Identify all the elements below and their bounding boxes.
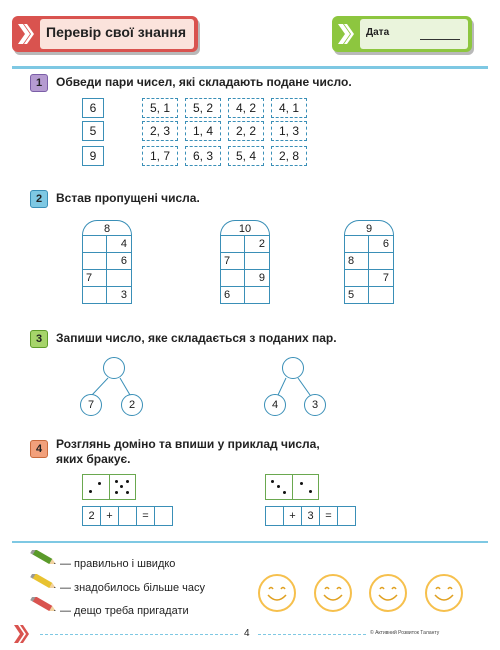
house-roof-number: 10 <box>220 220 270 235</box>
part-circle: 4 <box>264 394 286 416</box>
number-pair[interactable]: 6, 3 <box>185 146 221 166</box>
number-pair[interactable]: 2, 2 <box>228 121 264 141</box>
domino-half <box>266 475 292 499</box>
section-divider <box>12 541 488 543</box>
smiley-icon[interactable] <box>257 573 297 613</box>
domino-half <box>292 475 319 499</box>
part-circle: 2 <box>121 394 143 416</box>
footer-dashed-line <box>258 634 366 635</box>
equation <box>265 506 356 526</box>
domino-dot <box>115 491 118 494</box>
chevron-right-icon <box>14 625 32 643</box>
house-cell[interactable]: 5 <box>345 287 369 304</box>
house-cell[interactable]: 6 <box>221 287 245 304</box>
smiley-icon[interactable] <box>368 573 408 613</box>
domino-dot <box>309 490 312 493</box>
number-pair[interactable]: 5, 1 <box>142 98 178 118</box>
domino-dot <box>98 482 101 485</box>
number-pair[interactable]: 1, 4 <box>185 121 221 141</box>
house-cell[interactable]: 7 <box>83 270 107 287</box>
house-roof-number: 9 <box>344 220 394 235</box>
yellow-pencil-icon <box>28 574 58 588</box>
page-title: Перевір свої знання <box>46 24 186 40</box>
publisher-credit: © Активний Розвиток Таланту <box>370 630 440 636</box>
task1-instruction: Обведи пари чисел, які складають подане число. <box>56 75 352 89</box>
domino-dot <box>271 480 274 483</box>
smiley-icon[interactable] <box>424 573 464 613</box>
number-pair[interactable]: 5, 2 <box>185 98 221 118</box>
equation-cell: + <box>101 507 119 526</box>
number-pair[interactable]: 1, 7 <box>142 146 178 166</box>
date-label: Дата <box>366 27 390 38</box>
domino-dot <box>126 491 129 494</box>
domino-half <box>109 475 136 499</box>
task-number-2: 2 <box>30 190 48 208</box>
domino-half <box>83 475 109 499</box>
number-pair[interactable]: 4, 2 <box>228 98 264 118</box>
task-number-4: 4 <box>30 440 48 458</box>
number-pair[interactable]: 5, 4 <box>228 146 264 166</box>
domino-dot <box>126 480 129 483</box>
house-cell[interactable]: 9 <box>245 270 270 287</box>
domino-dot <box>283 491 286 494</box>
number-pair[interactable]: 2, 8 <box>271 146 307 166</box>
equation-cell: 3 <box>302 507 320 526</box>
equation <box>82 506 173 526</box>
domino-dot <box>277 485 280 488</box>
domino <box>82 474 136 500</box>
house-cell[interactable]: 6 <box>107 253 132 270</box>
legend-item: — знадобилось більше часу <box>60 582 205 594</box>
house-cell[interactable]: 7 <box>369 270 394 287</box>
domino-dot <box>115 480 118 483</box>
equation-cell[interactable] <box>119 507 137 526</box>
equation-cell: = <box>137 507 155 526</box>
target-number: 5 <box>82 121 104 141</box>
footer-dashed-line <box>40 634 238 635</box>
domino-dot <box>120 485 123 488</box>
house-cell[interactable]: 3 <box>107 287 132 304</box>
house-cell[interactable]: 6 <box>369 236 394 253</box>
red-pencil-icon <box>28 597 58 611</box>
house-cell[interactable]: 4 <box>107 236 132 253</box>
task-number-1: 1 <box>30 74 48 92</box>
equation-cell: + <box>284 507 302 526</box>
domino <box>265 474 319 500</box>
task2-instruction: Встав пропущені числа. <box>56 191 200 205</box>
task3-instruction: Запиши число, яке складається з поданих пар. <box>56 331 337 345</box>
legend-item: — дещо треба пригадати <box>60 605 189 617</box>
part-circle: 3 <box>304 394 326 416</box>
equation-cell: 2 <box>83 507 101 526</box>
house-roof-number: 8 <box>82 220 132 235</box>
legend-item: — правильно і швидко <box>60 558 176 570</box>
task4-instruction-line2: яких бракує. <box>56 452 131 466</box>
sum-circle[interactable] <box>103 357 125 379</box>
house-cell[interactable]: 2 <box>245 236 270 253</box>
domino-dot <box>300 482 303 485</box>
house-cell[interactable]: 8 <box>345 253 369 270</box>
equation-cell[interactable] <box>338 507 356 526</box>
page-number: 4 <box>244 628 250 639</box>
task-number-3: 3 <box>30 330 48 348</box>
green-pencil-icon <box>28 550 58 564</box>
number-pair[interactable]: 2, 3 <box>142 121 178 141</box>
target-number: 6 <box>82 98 104 118</box>
part-circle: 7 <box>80 394 102 416</box>
domino-dot <box>89 490 92 493</box>
number-pair[interactable]: 1, 3 <box>271 121 307 141</box>
task4-instruction-line1: Розглянь доміно та впиши у приклад числа, <box>56 437 320 451</box>
house-cell[interactable]: 7 <box>221 253 245 270</box>
sum-circle[interactable] <box>282 357 304 379</box>
equation-cell[interactable] <box>266 507 284 526</box>
number-pair[interactable]: 4, 1 <box>271 98 307 118</box>
equation-cell: = <box>320 507 338 526</box>
target-number: 9 <box>82 146 104 166</box>
equation-cell[interactable] <box>155 507 173 526</box>
smiley-icon[interactable] <box>313 573 353 613</box>
